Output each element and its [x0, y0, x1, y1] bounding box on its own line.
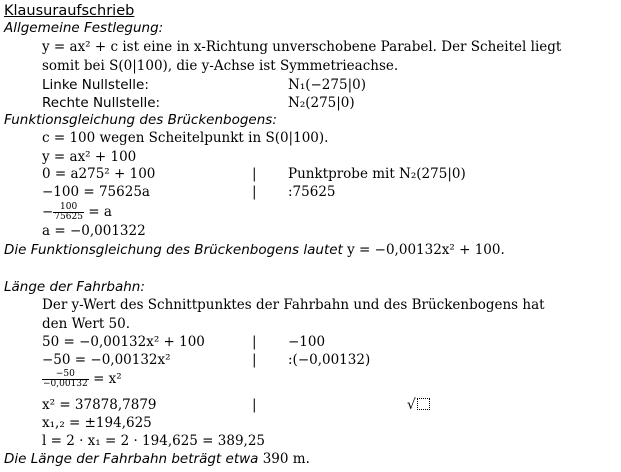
fb-conclusion	[4, 450, 310, 468]
fb-line-1: 50 = −0,00132x² + 100	[42, 334, 205, 350]
fg-conclusion-text: Die Funktionsgleichung des Brückenbogens lautet	[4, 242, 348, 258]
fb-line-3-denominator: −0,00132	[43, 379, 88, 389]
fg-separator-1: |	[252, 166, 257, 182]
fg-line-5-numerator: 100	[53, 203, 84, 213]
fb-line-3-row	[42, 370, 122, 392]
fb-line-4: x² = 37878,7879	[42, 397, 157, 413]
fb-separator-1: |	[252, 334, 257, 350]
left-root-value: N₁(−275|0)	[288, 77, 366, 93]
fahrbahn-text-2: den Wert 50.	[42, 316, 131, 332]
fg-line-4-row	[42, 183, 336, 201]
fb-line-4-row	[42, 396, 416, 414]
fg-line-5-denominator: 75625	[54, 212, 83, 222]
fg-line-3-row	[42, 165, 466, 183]
fg-line-5-minus: −	[42, 204, 54, 220]
fb-separator-2: |	[252, 352, 257, 368]
section-heading-fahrbahn: Länge der Fahrbahn:	[4, 279, 145, 295]
festlegung-text-2: somit bei S(0|100), die y-Achse ist Symmetrieachse.	[42, 58, 399, 74]
left-root-row	[42, 76, 366, 94]
fg-line-6: a = −0,001322	[42, 223, 146, 239]
left-root-label: Linke Nullstelle:	[42, 77, 149, 93]
fg-line-4-note: :75625	[288, 184, 336, 200]
fb-line-3-rhs: = x²	[93, 371, 122, 387]
fb-conclusion-text: Die Länge der Fahrbahn beträgt etwa	[4, 451, 263, 467]
section-heading-funktionsgleichung: Funktionsgleichung des Brückenbogens:	[4, 112, 277, 128]
fg-line-1: c = 100 wegen Scheitelpunkt in S(0|100).	[42, 130, 329, 146]
fb-line-3-fraction	[42, 370, 89, 389]
fg-conclusion	[4, 241, 505, 259]
fb-line-5: x₁,₂ = ±194,625	[42, 415, 152, 431]
right-root-row	[42, 94, 355, 112]
right-root-label: Rechte Nullstelle:	[42, 95, 161, 111]
fb-line-3-numerator: −50	[42, 370, 89, 380]
fg-conclusion-equation: y = −0,00132x² + 100.	[347, 242, 505, 258]
fb-separator-3: |	[252, 397, 257, 413]
right-root-value: N₂(275|0)	[288, 95, 355, 111]
fb-line-2: −50 = −0,00132x²	[42, 352, 171, 368]
fb-line-2-note: :(−0,00132)	[288, 352, 371, 368]
festlegung-text-1: y = ax² + c ist eine in x-Richtung unverschobene Parabel. Der Scheitel liegt	[42, 39, 562, 55]
fg-line-2: y = ax² + 100	[42, 149, 137, 165]
fg-line-5-rhs: = a	[88, 204, 112, 220]
fg-line-5-fraction	[53, 203, 84, 222]
fg-line-3: 0 = a275² + 100	[42, 166, 156, 182]
fb-line-2-row	[42, 351, 371, 369]
page-title: Klausuraufschrieb	[4, 3, 135, 19]
section-heading-festlegung: Allgemeine Festlegung:	[4, 20, 164, 36]
fg-line-4: −100 = 75625a	[42, 184, 150, 200]
square-root-icon: √	[407, 396, 430, 414]
fb-conclusion-value: 390 m.	[262, 451, 310, 467]
fb-line-1-row	[42, 333, 326, 351]
fb-line-1-note: −100	[288, 334, 326, 350]
fahrbahn-text-1: Der y-Wert des Schnittpunktes der Fahrbahn und des Brückenbogens hat	[42, 297, 545, 313]
fg-separator-2: |	[252, 184, 257, 200]
fb-line-6: l = 2 · x₁ = 2 · 194,625 = 389,25	[42, 433, 266, 449]
fg-line-3-note: Punktprobe mit N₂(275|0)	[288, 166, 466, 182]
